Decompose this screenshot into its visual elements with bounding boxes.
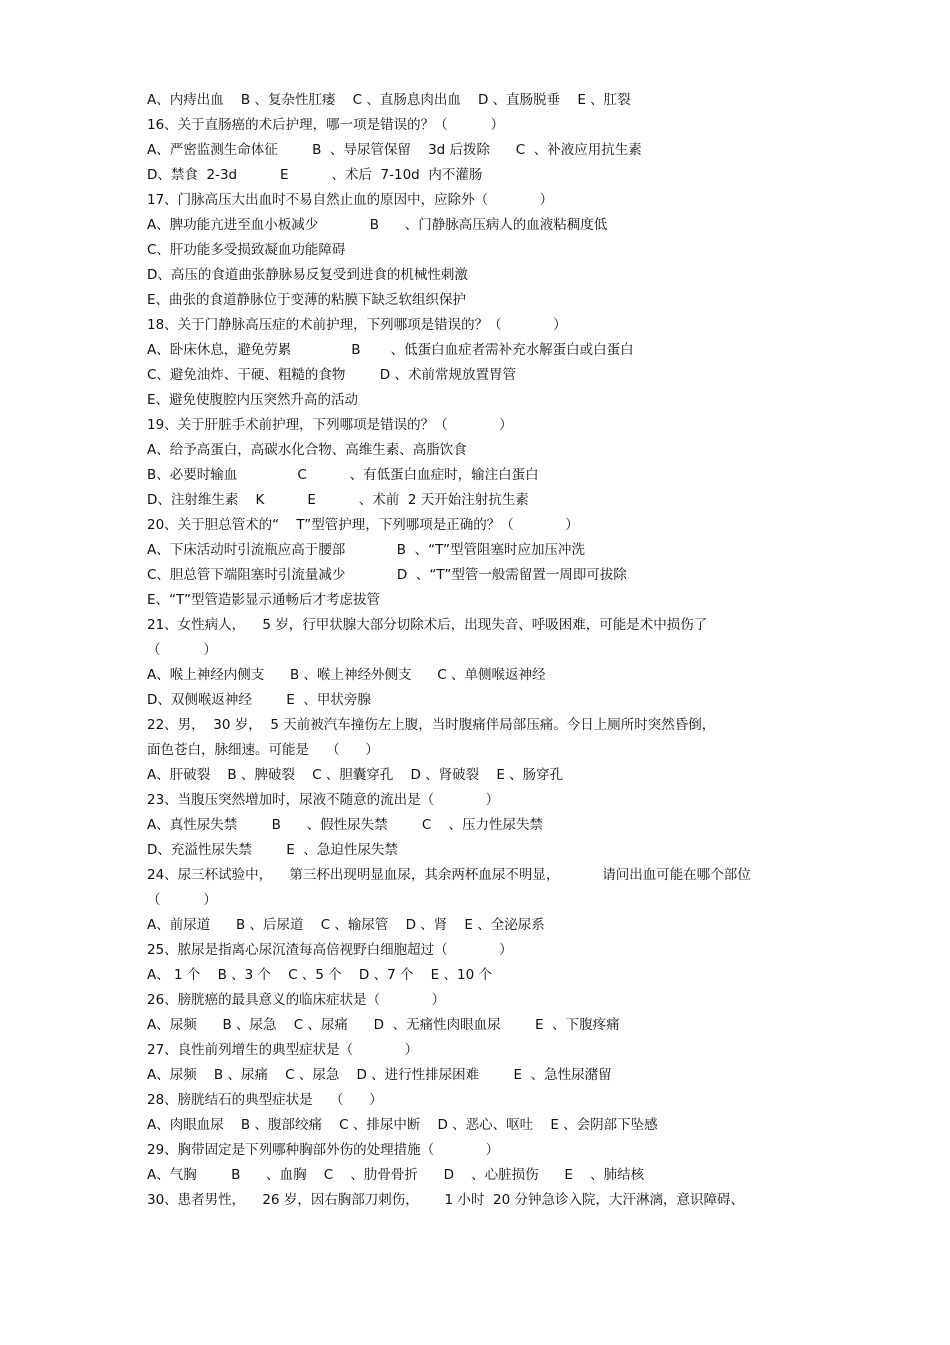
question-29: 29、胸带固定是下列哪种胸部外伤的处理措施（ ） [147,1142,500,1158]
text-line: A、下床活动时引流瓶应高于腰部 B 、“T”型管阻塞时应加压冲洗 [147,542,586,558]
text-line: （ ） [147,892,217,908]
text-line: E、曲张的食道静脉位于变薄的粘膜下缺乏软组织保护 [147,292,467,308]
text-line: D、注射维生素 K E 、术前 2 天开始注射抗生素 [147,492,529,508]
text-line: E、避免使腹腔内压突然升高的活动 [147,392,359,408]
question-30: 30、患者男性， 26 岁，因右胸部刀刺伤， 1 小时 20 分钟急诊入院，大汗淋漓，意识障碍、 [147,1192,744,1208]
question-27: 27、良性前列增生的典型症状是（ ） [147,1042,419,1058]
text-line: D、高压的食道曲张静脉易反复受到进食的机械性刺激 [147,267,468,283]
question-23: 23、当腹压突然增加时，尿液不随意的流出是（ ） [147,792,500,808]
text-line: B、必要时输血 C 、有低蛋白血症时，输注白蛋白 [147,467,539,483]
text-line: A、给予高蛋白，高碳水化合物、高维生素、高脂饮食 [147,442,467,458]
question-21: 21、女性病人， 5 岁，行甲状腺大部分切除术后，出现失音、呼吸困难，可能是术中损伤了 [147,617,708,633]
question-16: 16、关于直肠癌的术后护理，哪一项是错误的？（ ） [147,117,505,133]
question-19: 19、关于肝脏手术前护理，下列哪项是错误的？（ ） [147,417,513,433]
text-line: A、肉眼血尿 B 、腹部绞痛 C 、排尿中断 D 、恶心、呕吐 E 、会阴部下坠感 [147,1117,658,1133]
text-line: A、真性尿失禁 B 、假性尿失禁 C 、压力性尿失禁 [147,817,543,833]
text-line: D、双侧喉返神经 E 、甲状旁腺 [147,692,371,708]
text-line: C、胆总管下端阻塞时引流量减少 D 、“T”型管一般需留置一周即可拔除 [147,567,627,583]
question-18: 18、关于门静脉高压症的术前护理，下列哪项是错误的？（ ） [147,317,567,333]
text-line: A、严密监测生命体征 B 、导尿管保留 3d 后拨除 C 、补液应用抗生素 [147,142,642,158]
text-line: A、内痔出血 B 、复杂性肛瘘 C 、直肠息肉出血 D 、直肠脱垂 E 、肛裂 [147,92,631,108]
text-line: A、肝破裂 B 、脾破裂 C 、胆囊穿孔 D 、肾破裂 E 、肠穿孔 [147,767,564,783]
text-line: C、肝功能多受损致凝血功能障碍 [147,242,346,258]
question-28: 28、膀胱结石的典型症状是 （ ） [147,1092,383,1108]
question-25: 25、脓尿是指离心尿沉渣每高倍视野白细胞超过（ ） [147,942,513,958]
text-line: A、前尿道 B 、后尿道 C 、输尿管 D 、肾 E 、全泌尿系 [147,917,545,933]
text-line: A、气胸 B 、血胸 C 、肋骨骨折 D 、心脏损伤 E 、肺结核 [147,1167,645,1183]
text-line: A、尿频 B 、尿急 C 、尿痛 D 、无痛性肉眼血尿 E 、下腹疼痛 [147,1017,620,1033]
text-line: C、避免油炸、干硬、粗糙的食物 D 、术前常规放置胃管 [147,367,516,383]
question-20: 20、关于胆总管术的“ T”型管护理，下列哪项是正确的？（ ） [147,517,579,533]
text-line: E、“T”型管造影显示通畅后才考虑拔管 [147,592,380,608]
text-line: A、喉上神经内侧支 B 、喉上神经外侧支 C 、单侧喉返神经 [147,667,546,683]
text-line: A、卧床休息，避免劳累 B 、低蛋白血症者需补充水解蛋白或白蛋白 [147,342,634,358]
question-24: 24、尿三杯试验中， 第三杯出现明显血尿，其余两杯血尿不明显， 请问出血可能在哪个部位 [147,867,751,883]
text-line: D、充溢性尿失禁 E 、急迫性尿失禁 [147,842,398,858]
question-17: 17、门脉高压大出血时不易自然止血的原因中，应除外（ ） [147,192,554,208]
text-line: D、禁食 2-3d E 、术后 7-10d 内不灌肠 [147,167,483,183]
text-line: A、尿频 B 、尿痛 C 、尿急 D 、进行性排尿困难 E 、急性尿潴留 [147,1067,612,1083]
question-26: 26、膀胱癌的最具意义的临床症状是（ ） [147,992,446,1008]
question-text-block [147,88,807,1213]
text-line: A、脾功能亢进至血小板减少 B 、门静脉高压病人的血液粘稠度低 [147,217,608,233]
text-line: （ ） [147,642,217,658]
text-line: A、 1 个 B 、3 个 C 、5 个 D 、7 个 E 、10 个 [147,967,492,983]
text-line: 面色苍白，脉细速。可能是 （ ） [147,742,379,758]
question-22: 22、男， 30 岁， 5 天前被汽车撞伤左上腹，当时腹痛伴局部压痛。今日上厕所时突然昏倒， [147,717,716,733]
